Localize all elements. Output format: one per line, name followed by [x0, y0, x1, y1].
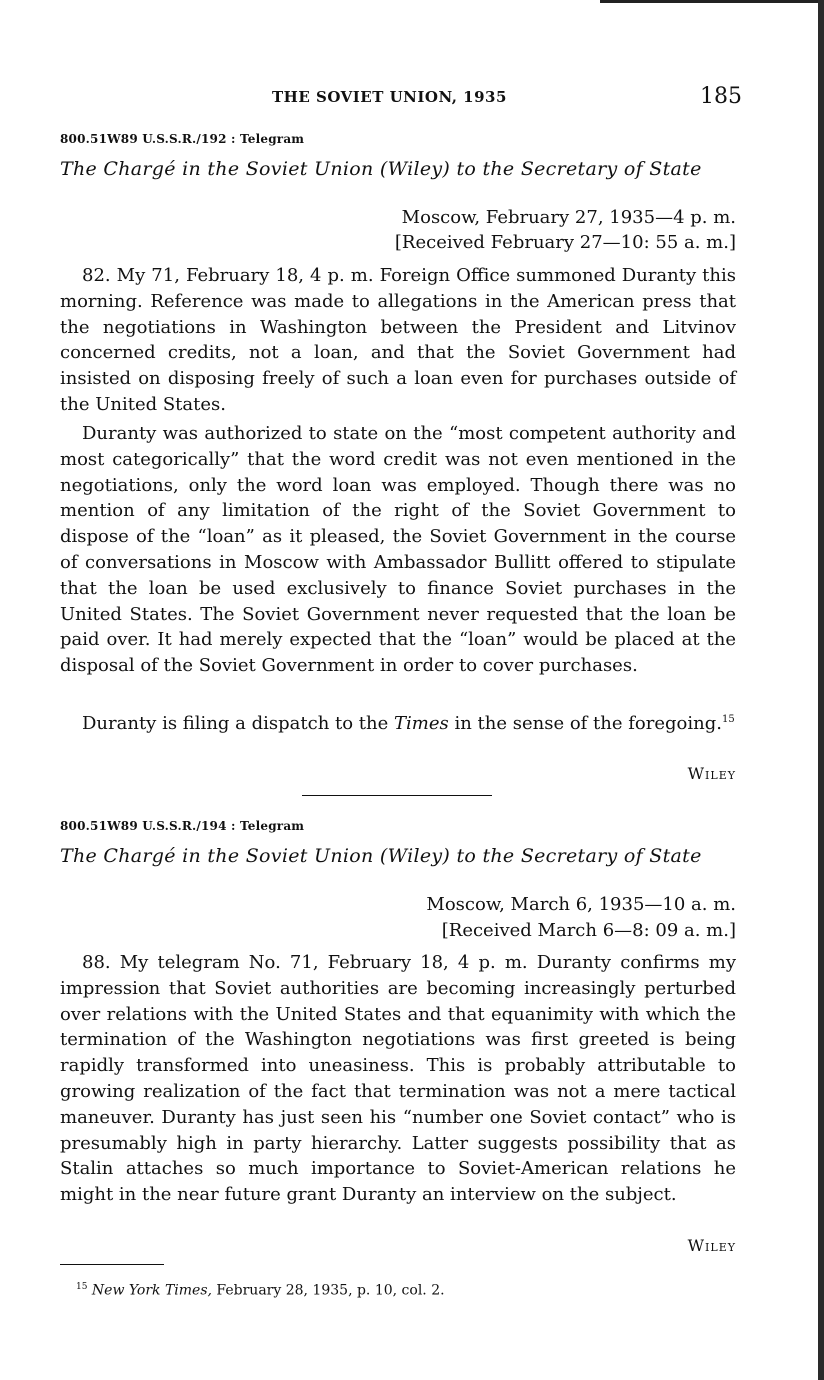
paragraph-88: 88. My telegram No. 71, February 18, 4 p. m. Duranty confirms my impression that Soviet authorities are becoming increasingly perturbed over relations with the United States and that equanimity with which the termination of the Washington negotiations was first greeted is being rapidly transformed into uneasiness. This is probably attributable to growing realization of the fact that termination was not a mere tactical maneuver. Duranty has just seen his “number one Soviet contact” who is presumably high in party hierarchy. Latter suggests possibility that as Stalin attaches so much importance to Soviet-American relations he might in the near future grant Duranty an interview on the subject. — [60, 952, 736, 1206]
page-number: 185 — [700, 84, 742, 109]
scan-edge-top — [600, 0, 824, 3]
file-reference-192: 800.51W89 U.S.S.R./192 : Telegram — [60, 132, 305, 146]
footnote-rule — [60, 1264, 164, 1265]
dateline-194: Moscow, March 6, 1935—10 a. m. — [426, 894, 736, 915]
received-line-192: [Received February 27—10: 55 a. m.] — [394, 232, 736, 253]
last-paragraph-after: in the sense of the foregoing. — [448, 713, 722, 734]
times-italic: Times — [394, 713, 449, 734]
signature-192: Wiley — [687, 764, 736, 783]
footnote — [76, 1282, 445, 1299]
footnote-italic: New York Times, — [91, 1282, 212, 1299]
separator-rule — [302, 795, 492, 796]
paragraph-duranty-authorized: Duranty was authorized to state on the “most competent authority and most categorically” that the word credit was not even mentioned in the negotiations, only the word loan was employed. Though there was no mention of any limitation of the right of the Soviet Government to dispose of the “loan” as it pleased, the Soviet Government in the course of conversations in Moscow with Ambassador Bullitt offered to stipulate that the loan be used exclusively to finance Soviet purchases in the United States. The Soviet Government never requested that the loan be paid over. It had merely expected that the “loan” would be placed at the disposal of the Soviet Government in order to cover purchases. — [60, 423, 736, 677]
footnote-text: February 28, 1935, p. 10, col. 2. — [211, 1282, 445, 1299]
document-title-192: The Chargé in the Soviet Union (Wiley) to the Secretary of State — [60, 158, 702, 180]
scan-edge-right — [818, 0, 824, 1380]
paragraph-82: 82. My 71, February 18, 4 p. m. Foreign Office summoned Duranty this morning. Reference was made to allegations in the American press that the negotiations in Washington between the President and Litvinov concerned credits, not a loan, and that the Soviet Government had insisted on disposing freely of such a loan even for purchases outside of the United States. — [60, 265, 736, 415]
running-title: THE SOVIET UNION, 1935 — [272, 88, 507, 106]
dateline-192: Moscow, February 27, 1935—4 p. m. — [401, 207, 736, 228]
footnote-reference: 15 — [721, 714, 735, 725]
last-paragraph-before: Duranty is filing a dispatch to the — [82, 713, 394, 734]
received-line-194: [Received March 6—8: 09 a. m.] — [441, 920, 736, 941]
paragraph-duranty-filing — [60, 707, 736, 737]
footnote-mark: 15 — [76, 1282, 88, 1292]
document-title-194: The Chargé in the Soviet Union (Wiley) to the Secretary of State — [60, 845, 702, 867]
file-reference-194: 800.51W89 U.S.S.R./194 : Telegram — [60, 819, 305, 833]
signature-194: Wiley — [687, 1236, 736, 1255]
